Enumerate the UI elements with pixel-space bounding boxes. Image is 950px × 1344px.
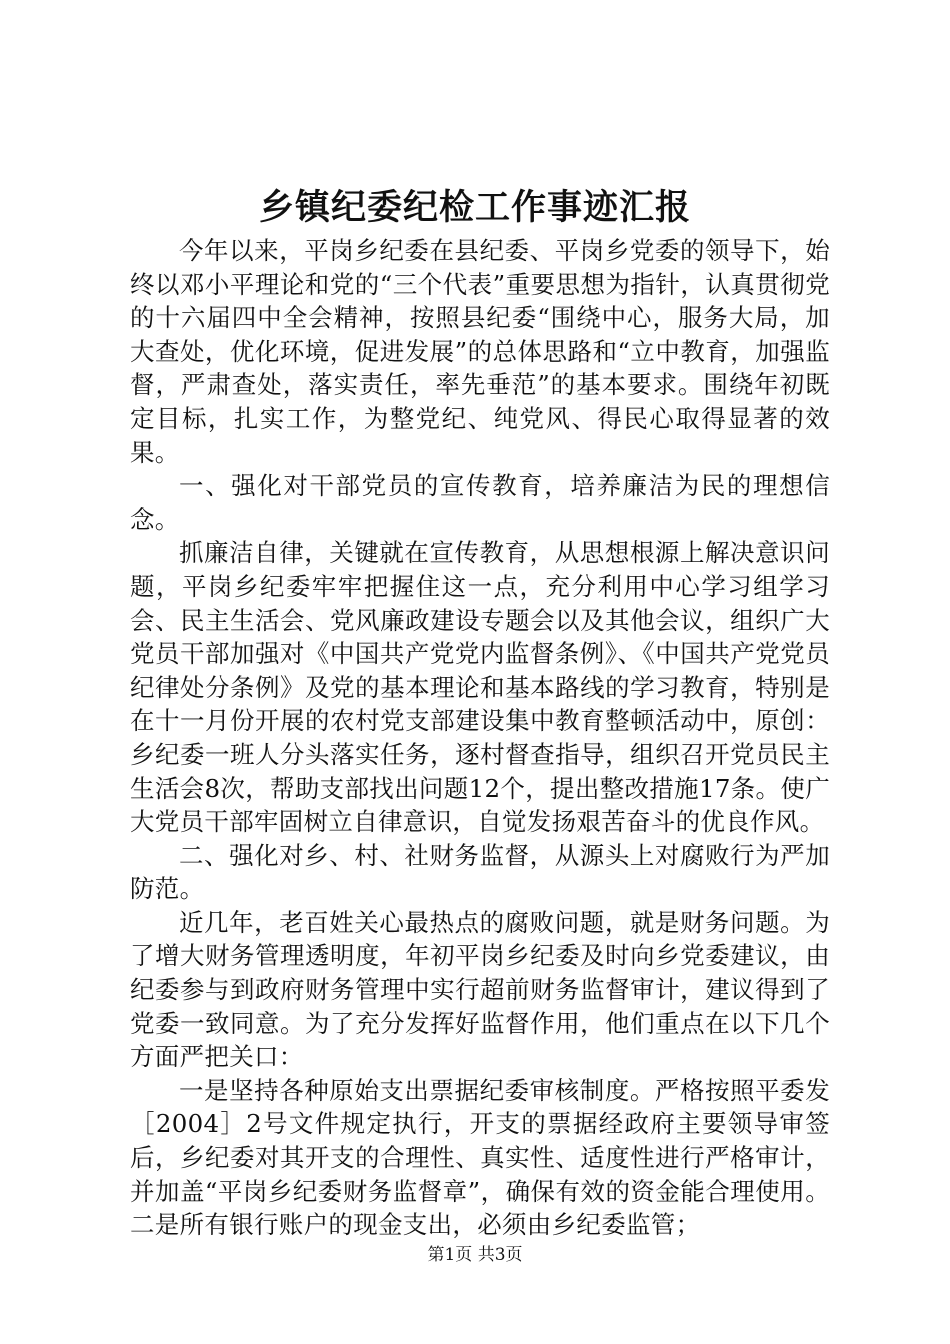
document-title: 乡镇纪委纪检工作事迹汇报 (258, 187, 691, 228)
paragraph-finance: 近几年，老百姓关心最热点的腐败问题，就是财务问题。为了增大财务管理透明度，年初平岗乡纪委及时向乡党委建议，由纪委参与到政府财务管理中实行超前财务监督审计，建议得到了党委一致同意。为了充分发挥好监督作用，他们重点在以下几个方面严把关口： (130, 907, 830, 1072)
section-heading-2: 二、强化对乡、村、社财务监督，从源头上对腐败行为严加防范。 (130, 840, 830, 904)
section-heading-1: 一、强化对干部党员的宣传教育，培养廉洁为民的理想信念。 (130, 471, 830, 534)
paragraph-education: 抓廉洁自律，关键就在宣传教育，从思想根源上解决意识问题，平岗乡纪委牢牢把握住这一点，充分利用中心学习组学习会、民主生活会、党风廉政建设专题会以及其他会议，组织广大党员干部加强对《中国共产党党内监督条例》、《中国共产党党员纪律处分条例》及党的基本理论和基本路线的学习教育，特别是在十一月份开展的农村党支部建设集中教育整顿活动中，原创：乡纪委一班人分头落实任务，逐村督查指导，组织召开党员民主生活会8次，帮助支部找出问题12个，提出整改措施17条。使广大党员干部牢固树立自律意识，自觉发扬艰苦奋斗的优良作风。 (130, 538, 830, 837)
paragraph-intro: 今年以来，平岗乡纪委在县纪委、平岗乡党委的领导下，始终以邓小平理论和党的“三个代表”重要思想为指针，认真贯彻党的十六届四中全会精神，按照县纪委“围绕中心，服务大局，加大查处，优化环境，促进发展”的总体思路和“立中教育，加强监督，严肃查处，落实责任，率先垂范”的基本要求。围绕年初既定目标，扎实工作，为整党纪、纯党风、得民心取得显著的效果。 (130, 236, 830, 467)
document-body (130, 234, 830, 1242)
paragraph-measures: 一是坚持各种原始支出票据纪委审核制度。严格按照平委发［2004］2号文件规定执行，开支的票据经政府主要领导审签后，乡纪委对其开支的合理性、真实性、适度性进行严格审计，并加盖“平岗乡纪委财务监督章”，确保有效的资金能合理使用。二是所有银行账户的现金支出，必须由乡纪委监管； (130, 1075, 830, 1240)
page-number-footer: 第1页 共3页 (427, 1245, 523, 1265)
